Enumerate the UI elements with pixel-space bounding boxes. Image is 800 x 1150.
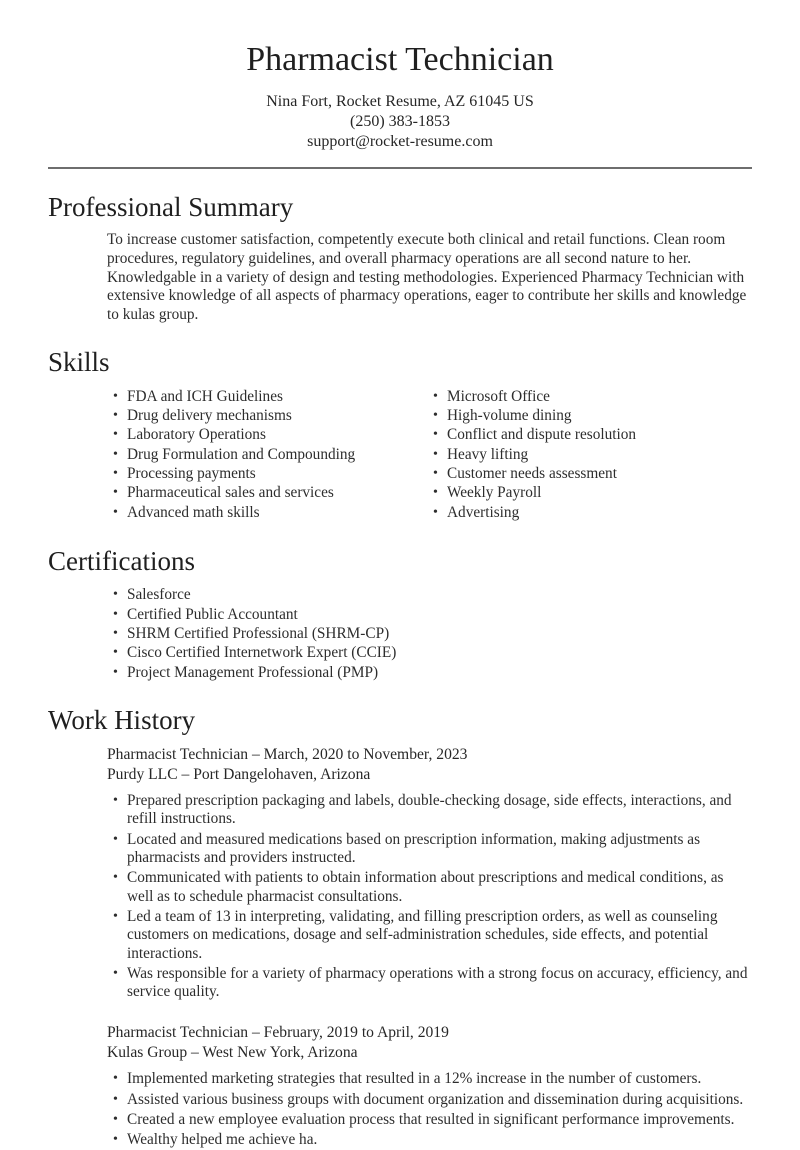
job-bullets [107, 1070, 752, 1149]
page-title: Pharmacist Technician [246, 41, 554, 78]
contact-block [48, 92, 752, 152]
skill-item: • Pharmaceutical sales and services [127, 484, 407, 502]
skill-item: • Laboratory Operations [127, 426, 407, 444]
skill-item: • Conflict and dispute resolution [447, 426, 727, 444]
job-title-line: Pharmacist Technician – March, 2020 to November, 2023 [107, 746, 468, 764]
skills-columns [107, 388, 752, 523]
section-skills [48, 346, 752, 522]
contact-address: Nina Fort, Rocket Resume, AZ 61045 US [266, 93, 534, 111]
certification-item: • SHRM Certified Professional (SHRM-CP) [127, 625, 752, 643]
job-company-line: Kulas Group – West New York, Arizona [107, 1043, 358, 1061]
job-bullet-item: • Assisted various business groups with document organization and dissemination during acquisitions. [127, 1091, 752, 1109]
skill-item: • Weekly Payroll [447, 484, 727, 502]
job-bullet-item: • Led a team of 13 in interpreting, validating, and filling prescription orders, as well as counseling customers on medications, dosage and self-administration schedules, side effects, and potential interactions. [127, 908, 752, 963]
certifications-list [107, 586, 752, 681]
job-company-line: Purdy LLC – Port Dangelohaven, Arizona [107, 765, 371, 783]
section-professional-summary [48, 191, 752, 324]
section-heading-work-history: Work History [48, 704, 196, 735]
certification-item: • Certified Public Accountant [127, 606, 752, 624]
section-heading-professional-summary: Professional Summary [48, 192, 294, 223]
job-meta [107, 745, 752, 784]
job-bullet-item: • Implemented marketing strategies that resulted in a 12% increase in the number of customers. [127, 1070, 752, 1088]
job-bullet-item: • Wealthy helped me achieve ha. [127, 1131, 752, 1149]
contact-phone: (250) 383-1853 [350, 113, 450, 131]
skills-list-left [107, 388, 407, 522]
skill-item: • High-volume dining [447, 407, 727, 425]
skill-item: • Advertising [447, 504, 727, 522]
section-certifications [48, 545, 752, 682]
skills-column-right [427, 388, 747, 523]
job-bullet-item: • Prepared prescription packaging and labels, double-checking dosage, side effects, interactions, and refill instructions. [127, 792, 752, 829]
summary-paragraph: To increase customer satisfaction, competently execute both clinical and retail functions. Clean room procedures, regulatory guidelines, and overall pharmacy operations are all second nature to her. Knowledgable in a variety of design and testing methodologies. Experienced Pharmacy Technician with extensive knowledge of all aspects of pharmacy operations, eager to contribute her skills and knowledge to kulas group. [107, 231, 747, 323]
skill-item: • FDA and ICH Guidelines [127, 388, 407, 406]
job-bullet-item: • Was responsible for a variety of pharmacy operations with a strong focus on accuracy, efficiency, and service quality. [127, 965, 752, 1002]
skill-item: • Microsoft Office [447, 388, 727, 406]
section-work-history [48, 704, 752, 1150]
skill-item: • Processing payments [127, 465, 407, 483]
job-meta [107, 1023, 752, 1062]
job-bullets [107, 792, 752, 1001]
skill-item: • Heavy lifting [447, 446, 727, 464]
job-entry-2 [48, 1023, 752, 1149]
certification-item: • Cisco Certified Internetwork Expert (CCIE) [127, 644, 752, 662]
skill-item: • Drug delivery mechanisms [127, 407, 407, 425]
job-entry-1 [48, 745, 752, 1001]
skills-list-right [427, 388, 727, 522]
skills-column-left [107, 388, 427, 523]
contact-email: support@rocket-resume.com [307, 133, 493, 151]
job-title-line: Pharmacist Technician – February, 2019 to April, 2019 [107, 1024, 449, 1042]
resume-header [48, 40, 752, 152]
job-bullet-item: • Communicated with patients to obtain information about prescriptions and medical conditions, as well as to schedule pharmacist consultations. [127, 869, 752, 906]
skill-item: • Customer needs assessment [447, 465, 727, 483]
section-heading-skills: Skills [48, 347, 110, 378]
skill-item: • Advanced math skills [127, 504, 407, 522]
job-bullet-item: • Located and measured medications based on prescription information, making adjustments as pharmacists and providers instructed. [127, 831, 752, 868]
certification-item: • Project Management Professional (PMP) [127, 664, 752, 682]
header-divider [48, 167, 752, 169]
certification-item: • Salesforce [127, 586, 752, 604]
job-bullet-item: • Created a new employee evaluation process that resulted in significant performance improvements. [127, 1111, 752, 1129]
skill-item: • Drug Formulation and Compounding [127, 446, 407, 464]
section-heading-certifications: Certifications [48, 545, 195, 576]
